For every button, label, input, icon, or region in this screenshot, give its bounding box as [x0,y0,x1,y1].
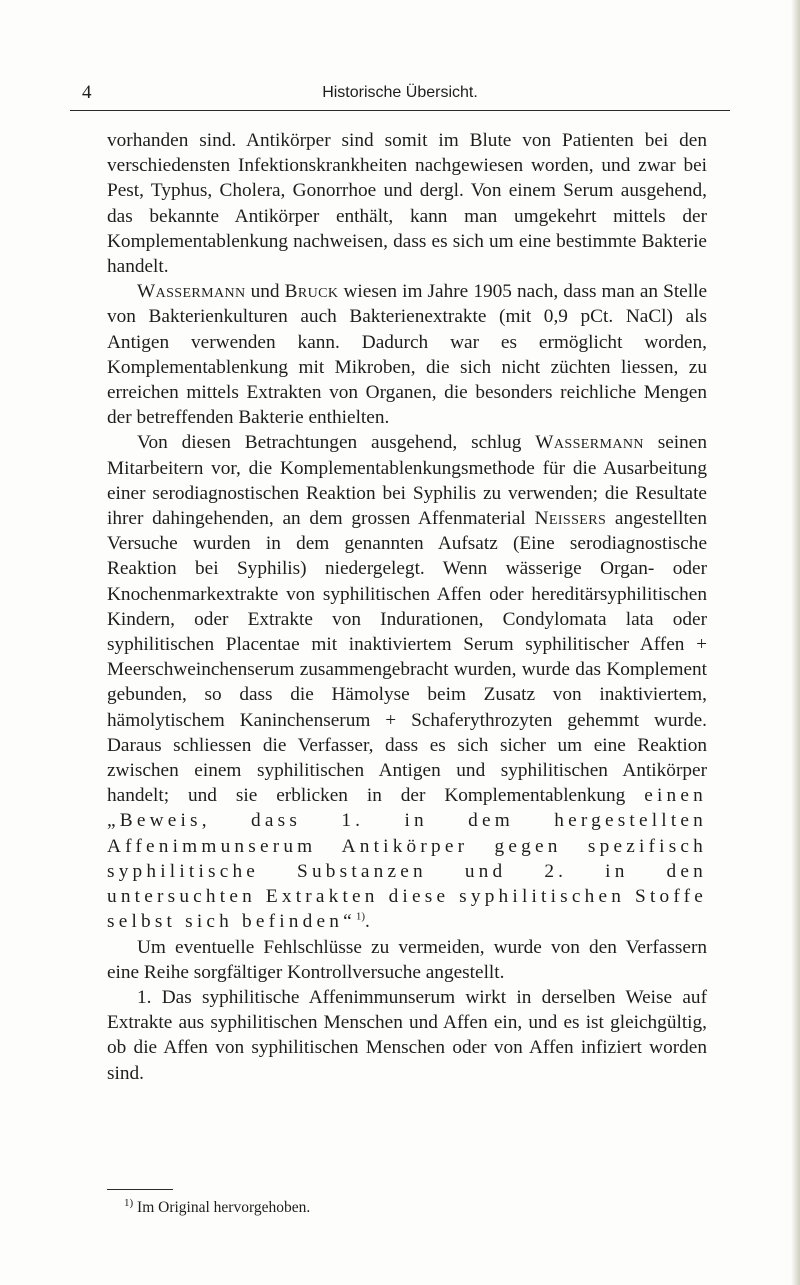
page-edge-shadow [791,0,800,1285]
author-name: Wassermann [535,432,644,454]
paragraph-3 [107,430,707,934]
page-header [70,82,730,111]
text-run: . [365,911,370,933]
author-name: Wassermann [137,281,246,303]
footnote-marker-number: 1 [124,1196,130,1209]
footnote-reference: 1) [355,910,366,923]
footnote-marker: 1) [124,1196,134,1209]
paragraph-4: Um eventuelle Fehlschlüsse zu vermeiden, wurde von den Verfassern eine Reihe sorgfältiger Kontrollversuche angestellt. [107,936,707,983]
text-run: Von diesen Betrachtungen ausgehend, schlug [137,432,536,454]
running-head: Historische Übersicht. [322,84,478,101]
author-name: Bruck [284,281,339,303]
footnote-ref-number: 1 [355,910,362,923]
paragraph-1: vorhanden sind. Antikörper sind somit im Blute von Patienten bei den verschiedensten Infektionskrankheiten nachgewiesen worden, und zwar bei Pest, Typhus, Cholera, Gonorrhoe und dergl. Von einem Serum ausgehend, das bekannte Antikörper enthält, kann man umgekehrt mittels der Komplementablenkung nachweisen, dass es sich um eine bestimmte Bakterie handelt. [107,130,707,278]
text-run: seinen Mitarbeitern vor, die Komplementablenkungsmethode für die Ausarbeitung einer serodiagnostischen Reaktion bei Syphilis zu verwenden; die Resultate ihrer dahingehenden, an dem grossen Affenmaterial [107,432,707,530]
author-name: Neissers [534,508,607,530]
text-run: angestellten Versuche wurden in dem genannten Aufsatz (Eine serodiagnostische Reaktion bei Syphilis) niedergelegt. Wenn wässerige Organ- oder Knochenmarkextrakte von syphilitischen Affen oder hereditärsyphilitischen Kindern, oder Extrakte von Indurationen, Condylomata lata oder syphilitischen Placentae mit inaktiviertem Serum syphilitischer Affen + Meerschweinchenserum zusammengebracht wurden, wurde das Komplement gebunden, so dass die Hämolyse beim Zusatz von inaktiviertem, hämolytischem Kaninchenserum + Schaferythrozyten gehemmt wurde. Daraus schliessen die Verfasser, dass es sich sicher um eine Reaktion zwischen einem syphilitischen Antigen und syphilitischen Antikörper handelt; und sie erblicken in der Komplementablenkung [107,508,708,807]
paragraph-2 [107,279,707,430]
text-run: und [245,281,285,303]
footnote [124,1198,310,1218]
body-text [107,128,707,1086]
footnote-divider [107,1189,173,1190]
emphasized-quote: einen „Beweis, dass 1. in dem hergestellten Affenimmunserum Antikörper gegen spezifisch syphilitische Substanzen und 2. in den untersuchten Extrakten diese syphilitischen Stoffe selbst sich befinden“ [107,785,707,933]
text-run: wiesen im Jahre 1905 nach, dass man an Stelle von Bakterienkulturen auch Bakterienextrakte (mit 0,9 pCt. NaCl) als Antigen verwenden kann. Dadurch war es ermöglicht worden, Komplementablenkung mit Mikroben, die sich nicht züchten liessen, zu erreichen mittels Extrakten von Organen, die besonders reichliche Mengen der betreffenden Bakterie enthielten. [107,281,708,429]
paragraph-5: 1. Das syphilitische Affenimmunserum wirkt in derselben Weise auf Extrakte aus syphilitischen Menschen und Affen ein, und es ist gleichgültig, ob die Affen von syphilitischen Menschen oder von Affen infiziert worden sind. [107,986,707,1084]
page-number: 4 [82,82,92,103]
footnote-text: Im Original hervorgehoben. [137,1199,311,1216]
